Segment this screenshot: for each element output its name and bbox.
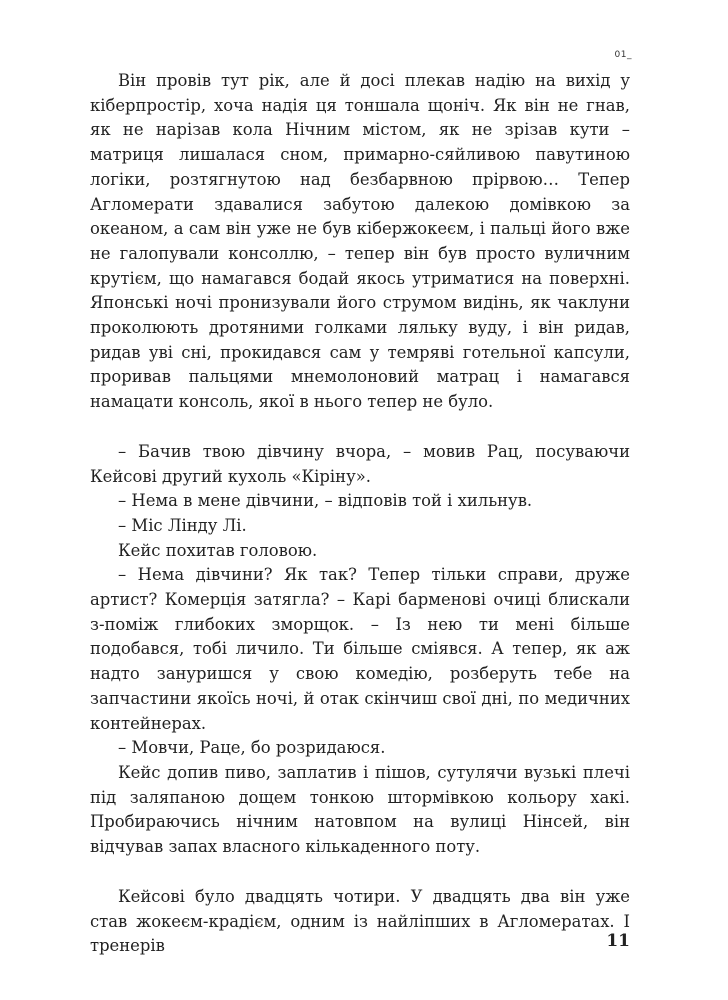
chapter-marker: 01_ xyxy=(614,50,632,60)
page-number: 11 xyxy=(606,931,630,951)
page-body xyxy=(90,69,630,959)
paragraph-narration-2: Кейс допив пиво, заплатив і пішов, сутулячи вузькі плечі під заляпаною дощем тонкою штормівкою кольору хакі. Пробираючись нічним натовпом на вулиці Нінсей, він відчував запах власного кількаденного поту. xyxy=(90,762,630,857)
paragraph-narration-3: Кейсові було двадцять чотири. У двадцять два він уже став жокеєм-крадієм, одним із найліпших в Агломератах. І тренерів xyxy=(90,886,630,956)
paragraph-dialogue-5: – Мовчи, Раце, бо розридаюся. xyxy=(118,738,386,758)
paragraph-narration-1: Кейс похитав головою. xyxy=(118,540,318,560)
paragraph-intro: Він провів тут рік, але й досі плекав надію на вихід у кіберпростір, хоча надія ця тоншала щоніч. Як він не гнав, як не нарізав кола Нічним містом, як не зрізав кути – матриця лишалася сном, примарно-сяйливою павутиною логіки, розтягнутою над безбарвною прірвою… Тепер Агломерати здавалися забутою далекою домівкою за океаном, а сам він уже не був кібержокеєм, і пальці його вже не галопували консоллю, – тепер він був просто вуличним крутієм, що намагався бодай якось утриматися на поверхні. Японські ночі пронизували його струмом видінь, як чаклуни проколюють дротяними голками ляльку вуду, і він ридав, ридав уві сні, прокидався сам у темряві готельної капсули, проривав пальцями мнемолоновий матрац і намагався намацати консоль, якої в нього тепер не було. xyxy=(90,71,630,412)
paragraph-dialogue-4: – Нема дівчини? Як так? Тепер тільки справи, друже артист? Комерція затягла? – Карі барменові очиці блискали з-поміж глибоких зморщок. – Із нею ти мені більше подобався, тобі личило. Ти більше сміявся. А тепер, як аж надто зануришся у свою комедію, розберуть тебе на запчастини якоїсь ночі, й отак скінчиш свої дні, по медичних контейнерах. xyxy=(90,565,630,733)
paragraph-dialogue-2: – Нема в мене дівчини, – відповів той і хильнув. xyxy=(118,491,533,511)
paragraph-dialogue-1: – Бачив твою дівчину вчора, – мовив Рац, посуваючи Кейсові другий кухоль «Кіріну». xyxy=(90,441,630,486)
paragraph-dialogue-3: – Міс Лінду Лі. xyxy=(118,515,247,535)
